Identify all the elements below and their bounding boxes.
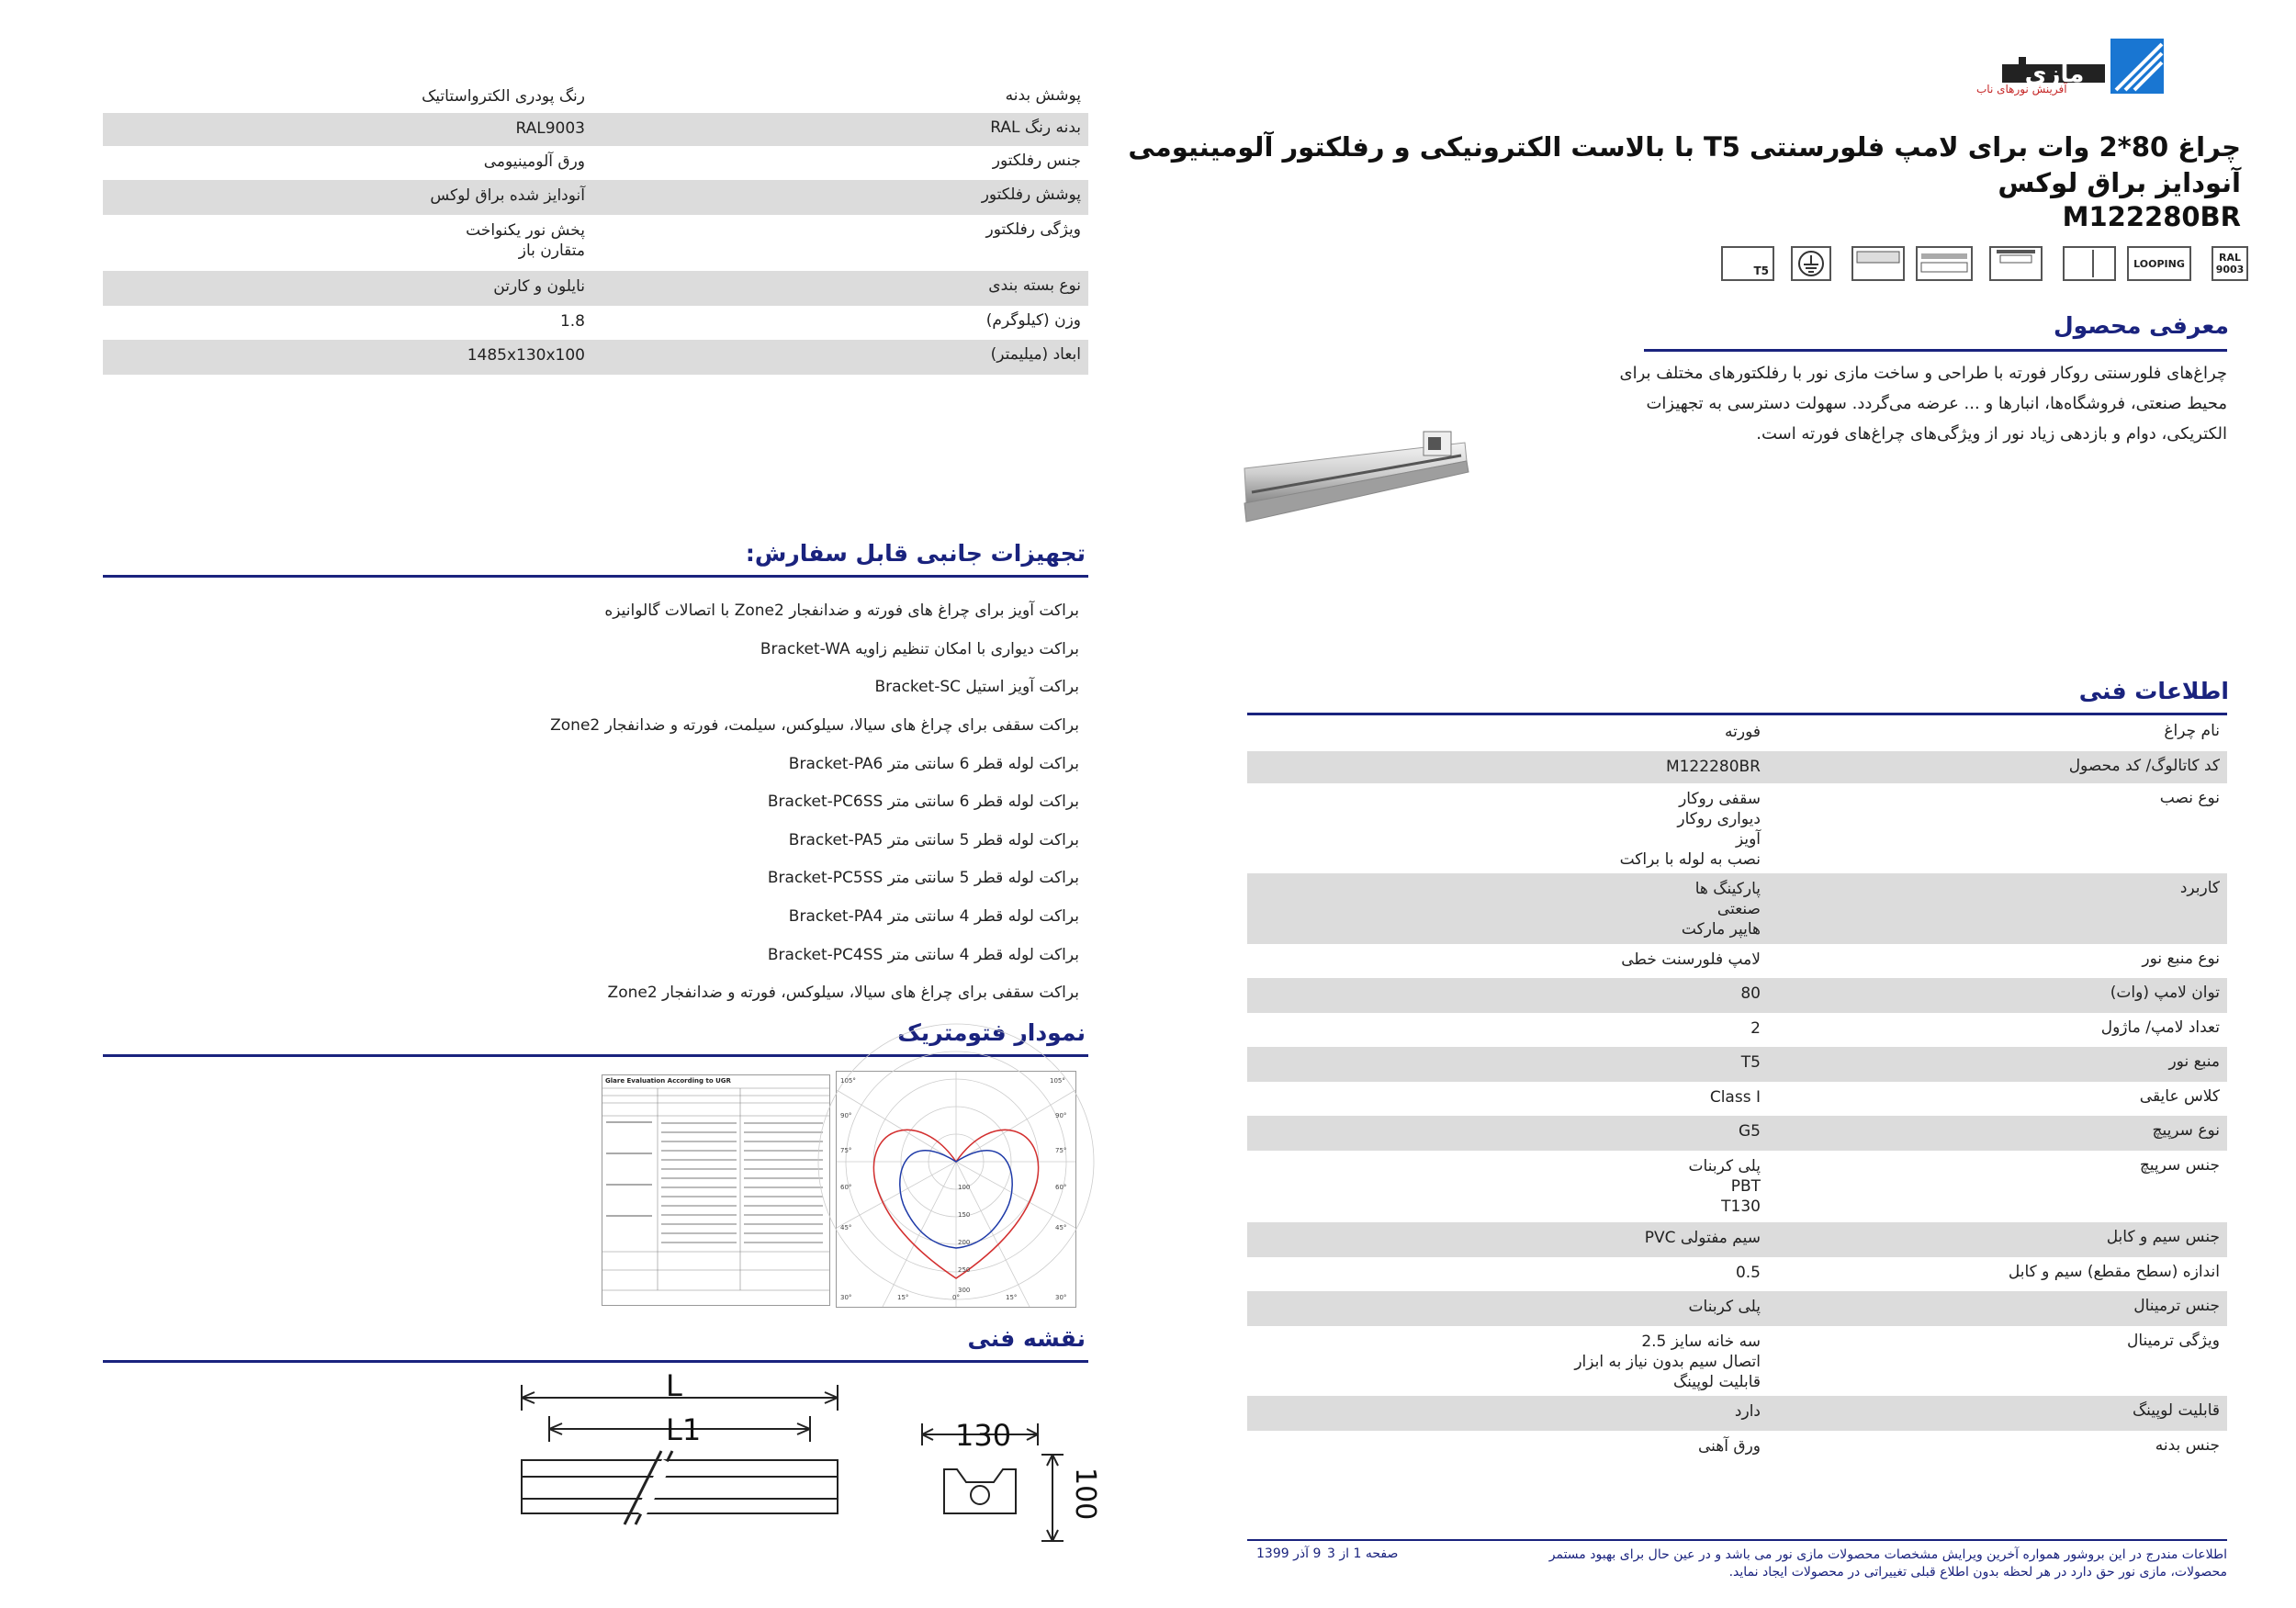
footer-note-line2: محصولات، مازی نور حق دارد در هر لحظه بدون اطلاع قبلی تغییراتی در محصولات ایجاد نماید. <box>1728 1565 2227 1580</box>
tech-value: T5 <box>1740 1053 1761 1072</box>
tech-label: کلاس عایقی <box>2139 1087 2220 1106</box>
drawing-rule <box>103 1360 1088 1363</box>
polar-angle-label: 60° <box>840 1184 852 1191</box>
tech-value: پلی کربنات PBT T130 <box>1688 1157 1761 1216</box>
intro-line-2: محیط صنعتی، فروشگاه‌ها، انبارها و ... عرضه می‌گردد. سهولت دسترسی به تجهیزات <box>1646 394 2227 413</box>
tech-row-1 <box>1247 716 2227 751</box>
suspended-mount-icon-svg <box>1853 248 1903 279</box>
product-image <box>1244 404 1469 533</box>
spec-row-7 <box>103 306 1088 340</box>
spec-row-2 <box>103 113 1088 146</box>
dim-label-L: L <box>666 1368 682 1403</box>
ugr-table <box>602 1074 830 1306</box>
tech-label: کاربرد <box>2179 879 2220 897</box>
brand-logo <box>1976 37 2166 116</box>
accessory-item: براکت لوله قطر 4 سانتی متر Bracket-PC4SS <box>767 946 1079 964</box>
polar-angle-label: 30° <box>1055 1294 1067 1301</box>
accessories-heading: تجهیزات جانبی قابل سفارش: <box>745 540 1086 567</box>
pipe-mount-icon <box>1916 246 1973 281</box>
spec-row-8 <box>103 340 1088 375</box>
tech-value: سیم مفتولی PVC <box>1644 1229 1761 1247</box>
spec-label: پوشش بدنه <box>1005 86 1081 105</box>
surface-mount-icon <box>2063 246 2116 281</box>
tech-row-8 <box>1247 1047 2227 1082</box>
tech-value: M122280BR <box>1665 758 1761 776</box>
tech-label: نوع منبع نور <box>2142 950 2220 968</box>
footer-rule <box>1247 1539 2227 1541</box>
polar-angle-label: 90° <box>1055 1112 1067 1119</box>
tech-label: نوع نصب <box>2159 789 2220 807</box>
ral-label: RAL <box>2219 252 2241 264</box>
drawing-section-svg <box>918 1414 1101 1552</box>
tech-row-17 <box>1247 1431 2227 1465</box>
spec-value: نایلون و کارتن <box>493 277 585 296</box>
t5-label: T5 <box>1753 264 1769 277</box>
spec-value: رنگ پودری الکترواستاتیک <box>422 87 585 106</box>
polar-angle-label: 75° <box>1055 1147 1067 1154</box>
tech-value: سه خانه سایز 2.5 اتصال سیم بدون نیاز به ابزار قابلیت لوپینگ <box>1574 1333 1761 1391</box>
tech-label: ویژگی ترمینال <box>2127 1332 2220 1350</box>
polar-diagram <box>836 1071 1076 1308</box>
tech-label: جنس ترمینال <box>2133 1297 2220 1315</box>
photometric-rule <box>103 1054 1088 1057</box>
spec-row-5 <box>103 215 1088 271</box>
t5-lamp-icon <box>1721 246 1774 281</box>
tech-value: پلی کربنات <box>1688 1298 1761 1316</box>
spec-label: نوع بسته بندی <box>988 276 1081 295</box>
polar-angle-label: 45° <box>1055 1224 1067 1231</box>
tech-row-16 <box>1247 1396 2227 1431</box>
tech-value: ورق آهنی <box>1698 1437 1761 1456</box>
tech-value: 0.5 <box>1735 1264 1761 1282</box>
spec-value: ورق آلومینیومی <box>483 152 585 171</box>
tech-label: جنس سرپیچ <box>2139 1156 2220 1175</box>
polar-angle-label: 45° <box>840 1224 852 1231</box>
ground-class-icon <box>1791 246 1831 281</box>
accessory-item: براکت لوله قطر 5 سانتی متر Bracket-PC5SS <box>767 869 1079 887</box>
accessory-item: براکت دیواری با امکان تنظیم زاویه Bracket-WA <box>760 640 1079 658</box>
tech-heading: اطلاعات فنی <box>2078 678 2229 704</box>
footer-page: صفحه 1 از 3 <box>1327 1546 1399 1561</box>
tech-row-6 <box>1247 978 2227 1013</box>
footer-note-line1: اطلاعات مندرج در این بروشور همواره آخرین ویرایش مشخصات محصولات مازی نور می باشد و در عین حال برای بهبود مستمر <box>1548 1547 2227 1562</box>
spec-value: آنودایز شده براق لوکس <box>430 186 585 205</box>
ugr-grid <box>602 1086 829 1302</box>
tech-value: پارکینگ ها صنعتی هایپر مارکت <box>1681 880 1761 939</box>
polar-angle-label: 30° <box>840 1294 852 1301</box>
accessory-item: براکت آویز برای چراغ های فورته و ضدانفجار Zone2 با اتصالات گالوانیزه <box>604 602 1079 620</box>
tech-value: Class I <box>1709 1088 1761 1107</box>
brand-tagline: آفرینش نورهای ناب <box>1976 83 2067 96</box>
product-title-line1: چراغ 80*2 وات برای لامپ فلورسنتی T5 با بالاست الکترونیکی و رفلکتور آلومینیومی <box>1128 131 2241 163</box>
ceiling-mount-icon <box>1989 246 2043 281</box>
intro-line-1: چراغ‌های فلورسنتی روکار فورته با طراحی و ساخت مازی نور با رفلکتورهای مختلف برای <box>1619 364 2227 383</box>
drawing-section-view <box>918 1414 1101 1552</box>
spec-label: وزن (کیلوگرم) <box>985 311 1081 330</box>
tech-row-12 <box>1247 1222 2227 1257</box>
tech-label: توان لامپ (وات) <box>2110 984 2220 1002</box>
accessory-item: براکت لوله قطر 5 سانتی متر Bracket-PA5 <box>788 831 1079 849</box>
tech-row-7 <box>1247 1013 2227 1047</box>
spec-value: 1.8 <box>559 312 585 331</box>
tech-value: 80 <box>1740 984 1761 1003</box>
tech-label: تعداد لامپ/ ماژول <box>2100 1018 2220 1037</box>
tech-row-3 <box>1247 783 2227 873</box>
tech-label: اندازه (سطح مقطع) سیم و کابل <box>2008 1263 2220 1281</box>
tech-label: جنس سیم و کابل <box>2106 1228 2220 1246</box>
polar-angle-label: 90° <box>840 1112 852 1119</box>
drawing-side-view <box>514 1368 845 1543</box>
ral-badge <box>2212 246 2248 281</box>
dim-label-height: 100 <box>1069 1467 1101 1521</box>
accessories-rule <box>103 575 1088 578</box>
tech-value: G5 <box>1739 1122 1761 1141</box>
spec-row-1 <box>103 81 1088 113</box>
tech-label: منبع نور <box>2168 1052 2220 1071</box>
intro-heading: معرفی محصول <box>2053 312 2229 339</box>
accessory-item: براکت لوله قطر 4 سانتی متر Bracket-PA4 <box>788 907 1079 926</box>
drawing-side-svg <box>514 1368 845 1543</box>
spec-row-6 <box>103 271 1088 306</box>
polar-radius-label: 150 <box>958 1211 971 1219</box>
looping-badge: LOOPING <box>2127 246 2191 281</box>
dim-label-L1: L1 <box>666 1412 702 1447</box>
product-title <box>1128 129 2241 233</box>
ral-value: 9003 <box>2215 264 2245 275</box>
ceiling-mount-icon-svg <box>1991 248 2041 279</box>
polar-svg <box>837 1072 1075 1307</box>
tech-value: دارد <box>1734 1402 1761 1421</box>
spec-row-3 <box>103 146 1088 180</box>
drawing-heading: نقشه فنی <box>967 1325 1086 1352</box>
spec-label: پوشش رفلکتور <box>981 186 1081 204</box>
brand-name: مازی نور <box>2024 61 2085 116</box>
product-title-line2: آنودایز براق لوکس <box>1998 167 2241 198</box>
polar-angle-label: 60° <box>1055 1184 1067 1191</box>
tech-row-15 <box>1247 1326 2227 1396</box>
tech-value: لامپ فلورسنت خطی <box>1621 950 1761 969</box>
accessory-item: براکت لوله قطر 6 سانتی متر Bracket-PC6SS <box>767 793 1079 811</box>
polar-radius-label: 250 <box>958 1266 971 1274</box>
polar-angle-label: 0° <box>952 1294 960 1301</box>
tech-label: نام چراغ <box>2164 722 2220 740</box>
intro-line-3: الکتریکی، دوام و بازدهی زیاد نور از ویژگی‌های چراغ‌های فورته است. <box>1756 424 2227 444</box>
intro-text <box>1620 358 2227 449</box>
polar-radius-label: 300 <box>958 1287 971 1294</box>
ground-class-icon-svg <box>1793 248 1829 279</box>
tech-row-2 <box>1247 751 2227 783</box>
tech-row-4 <box>1247 873 2227 944</box>
spec-label: ابعاد (میلیمتر) <box>990 345 1081 364</box>
tech-row-9 <box>1247 1082 2227 1116</box>
spec-value: RAL9003 <box>515 119 585 138</box>
accessory-item: براکت آویز استیل Bracket-SC <box>874 678 1079 696</box>
tech-value: سقفی روکار دیواری روکار آویز نصب به لوله با براکت <box>1619 790 1761 869</box>
footer-note <box>1549 1546 2227 1581</box>
tech-label: قابلیت لوپینگ <box>2132 1401 2220 1420</box>
tech-label: نوع سرپیچ <box>2152 1121 2220 1140</box>
polar-angle-label: 75° <box>840 1147 852 1154</box>
accessory-item: براکت لوله قطر 6 سانتی متر Bracket-PA6 <box>788 755 1079 773</box>
fixture-illustration <box>1244 404 1469 533</box>
tech-row-14 <box>1247 1291 2227 1326</box>
photometric-heading: نمودار فتومتریک <box>897 1019 1086 1046</box>
tech-label: جنس بدنه <box>2155 1436 2220 1455</box>
accessory-item: براکت سقفی برای چراغ های سیالا، سیلوکس، فورته و ضدانفجار Zone2 <box>607 984 1079 1002</box>
spec-label: جنس رفلکتور <box>992 152 1081 170</box>
footer-date: 9 آذر 1399 <box>1256 1546 1322 1561</box>
intro-rule <box>1644 349 2227 352</box>
polar-angle-label: 15° <box>1006 1294 1018 1301</box>
tech-label: کد کاتالوگ/ کد محصول <box>2068 757 2220 775</box>
tech-row-10 <box>1247 1116 2227 1151</box>
polar-angle-label: 105° <box>840 1077 856 1085</box>
spec-value: 1485x130x100 <box>467 346 585 365</box>
tech-rule <box>1247 713 2227 715</box>
tech-value: 2 <box>1750 1019 1761 1038</box>
product-code: M122280BR <box>2062 201 2241 232</box>
suspended-mount-icon <box>1851 246 1905 281</box>
tech-row-5 <box>1247 944 2227 978</box>
surface-mount-icon-svg <box>2065 248 2114 279</box>
polar-radius-label: 100 <box>958 1184 971 1191</box>
ugr-title: Glare Evaluation According to UGR <box>605 1077 731 1085</box>
spec-label: ویژگی رفلکتور <box>985 220 1081 239</box>
tech-row-11 <box>1247 1151 2227 1222</box>
polar-angle-label: 105° <box>1050 1077 1065 1085</box>
tech-row-13 <box>1247 1257 2227 1291</box>
spec-row-4 <box>103 180 1088 215</box>
spec-label: بدنه رنگ RAL <box>990 118 1081 137</box>
accessory-item: براکت سقفی برای چراغ های سیالا، سیلوکس، سیلمت، فورته و ضدانفجار Zone2 <box>550 716 1079 735</box>
pipe-mount-icon-svg <box>1918 248 1971 279</box>
spec-value: پخش نور یکنواخت متقارن باز <box>466 221 585 260</box>
polar-angle-label: 15° <box>897 1294 909 1301</box>
dim-label-width: 130 <box>955 1418 1012 1453</box>
tech-value: فورته <box>1725 723 1761 741</box>
polar-radius-label: 200 <box>958 1239 971 1246</box>
